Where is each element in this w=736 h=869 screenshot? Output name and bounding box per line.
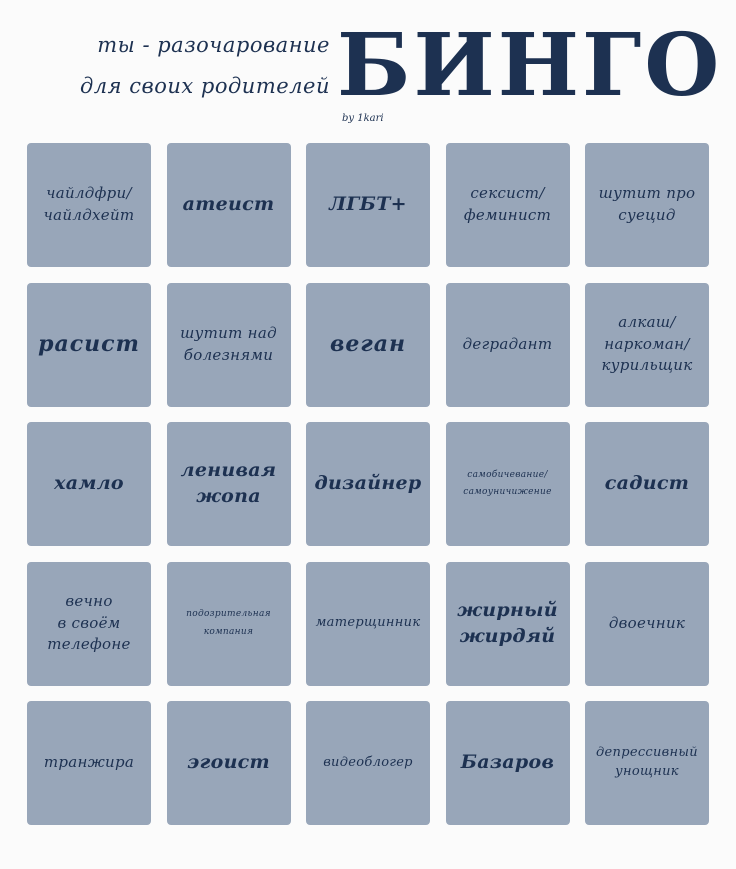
author-credit: by 1kari <box>342 113 384 124</box>
bingo-cell-label: видеоблогер <box>323 754 413 770</box>
bingo-cell-r2-c3[interactable] <box>306 283 430 407</box>
bingo-cell-r3-c3[interactable] <box>306 422 430 546</box>
bingo-title: БИНГО <box>337 15 723 116</box>
bingo-cell-r1-c3[interactable] <box>306 143 430 267</box>
subtitle-line-2: для своих родителей <box>79 74 330 98</box>
bingo-cell-r5-c5[interactable] <box>585 701 709 825</box>
subtitle-line-1: ты - разочарование <box>97 33 330 57</box>
bingo-cell-label: хамло <box>54 472 124 495</box>
bingo-cell-r1-c1[interactable] <box>27 143 151 267</box>
bingo-cell-r5-c4[interactable] <box>446 701 570 825</box>
bingo-cell-r5-c1[interactable] <box>27 701 151 825</box>
bingo-cell-r4-c5[interactable] <box>585 562 709 686</box>
bingo-cell-r2-c4[interactable] <box>446 283 570 407</box>
bingo-cell-label: вечно в своём телефоне <box>47 591 131 654</box>
bingo-cell-label: ленивая жопа <box>180 459 277 507</box>
bingo-cell-label: сексист/ феминист <box>463 184 552 224</box>
bingo-cell-label: шутит над болезнями <box>180 323 277 364</box>
bingo-cell-r2-c5[interactable] <box>585 283 709 407</box>
bingo-cell-label: подозрительная компания <box>186 609 271 637</box>
bingo-cell-label: алкаш/ наркоман/ курильщик <box>601 312 693 375</box>
bingo-cell-label: ЛГБТ+ <box>329 193 407 216</box>
bingo-cell-r3-c2[interactable] <box>167 422 291 546</box>
bingo-cell-label: шутит про суецид <box>598 184 696 224</box>
bingo-cell-label: двоечник <box>608 613 686 632</box>
bingo-cell-label: садист <box>604 472 690 495</box>
bingo-cell-r1-c2[interactable] <box>167 143 291 267</box>
bingo-cell-label: дизайнер <box>314 472 422 495</box>
bingo-cell-r3-c1[interactable] <box>27 422 151 546</box>
bingo-cell-label: эгоист <box>187 751 270 774</box>
bingo-cell-r4-c2[interactable] <box>167 562 291 686</box>
bingo-cell-label: самобичевание/ самоуничижение <box>463 469 552 497</box>
bingo-cell-r5-c3[interactable] <box>306 701 430 825</box>
bingo-cell-label: депрессивный унощник <box>596 745 698 779</box>
bingo-cell-label: веган <box>329 331 407 358</box>
bingo-cell-r2-c1[interactable] <box>27 283 151 407</box>
bingo-cell-label: атеист <box>182 193 275 216</box>
header <box>0 0 736 135</box>
bingo-cell-r1-c4[interactable] <box>446 143 570 267</box>
bingo-cell-r4-c1[interactable] <box>27 562 151 686</box>
bingo-grid <box>27 143 709 825</box>
bingo-cell-r3-c5[interactable] <box>585 422 709 546</box>
bingo-cell-r3-c4[interactable] <box>446 422 570 546</box>
bingo-cell-label: чайлдфри/ чайлдхейт <box>43 184 135 224</box>
bingo-cell-r5-c2[interactable] <box>167 701 291 825</box>
bingo-cell-r4-c3[interactable] <box>306 562 430 686</box>
bingo-cell-label: Базаров <box>460 751 555 774</box>
bingo-cell-r2-c2[interactable] <box>167 283 291 407</box>
bingo-cell-r4-c4[interactable] <box>446 562 570 686</box>
bingo-cell-label: жирный жирдяй <box>457 598 558 647</box>
bingo-cell-label: транжира <box>43 753 135 772</box>
bingo-cell-label: матерщинник <box>315 615 421 631</box>
bingo-cell-r1-c5[interactable] <box>585 143 709 267</box>
bingo-cell-label: деградант <box>462 334 553 353</box>
bingo-cell-label: расист <box>38 331 140 358</box>
